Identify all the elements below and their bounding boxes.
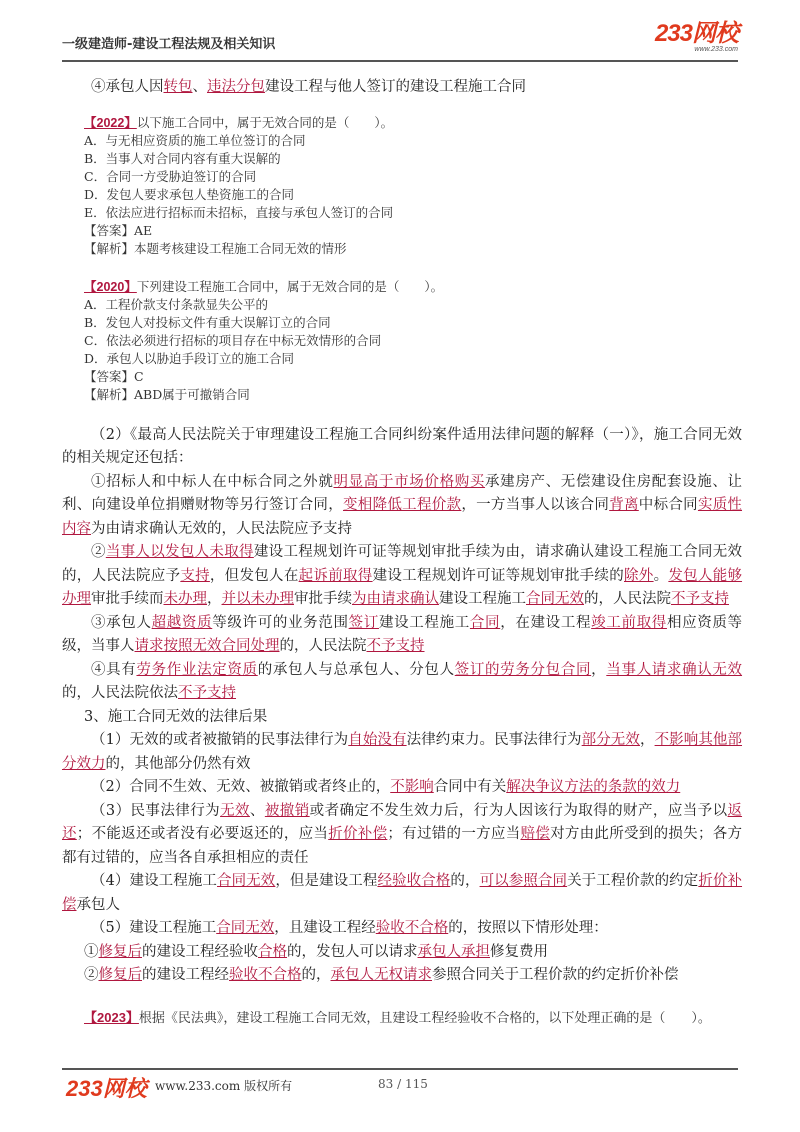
text-run: ④具有 xyxy=(91,661,137,678)
highlighted-keyword: 可以参照合同 xyxy=(479,873,568,889)
text-run: 的，人民法院 xyxy=(279,638,367,654)
footer-logo: 233网校 xyxy=(66,1076,147,1101)
text-run: 、 xyxy=(192,79,207,95)
text-run: ② xyxy=(91,544,106,560)
document-header-title: 一级建造师-建设工程法规及相关知识 xyxy=(62,37,276,52)
answer-option: D．发包人要求承包人垫资施工的合同 xyxy=(84,186,295,202)
highlighted-keyword: 发包人能够办理 xyxy=(62,567,743,607)
answer: 【答案】C xyxy=(84,368,144,384)
header-rule xyxy=(62,60,738,62)
highlighted-keyword: 不影响其他部分效力 xyxy=(62,732,743,772)
page-content xyxy=(62,76,742,1028)
question-stem: 根据《民法典》，建设工程施工合同无效，且建设工程经验收不合格的，以下处理正确的是（ ）。 xyxy=(138,1010,711,1026)
question-stem: 下列建设工程施工合同中，属于无效合同的是（ ）。 xyxy=(136,278,444,294)
highlighted-keyword: 验收不合格 xyxy=(229,967,302,983)
highlighted-keyword: 为由请求确认 xyxy=(352,591,439,607)
text-run: 的， xyxy=(301,967,331,983)
text-run: ③承包人 xyxy=(91,614,152,631)
footer-rule xyxy=(62,1068,738,1070)
text-run: 法律约束力。民事法律行为 xyxy=(406,732,582,748)
text-run: 的建设工程经验收 xyxy=(142,943,258,960)
question-year: 【2020】 xyxy=(84,279,137,294)
paragraph xyxy=(62,659,742,706)
paragraph xyxy=(62,917,742,941)
highlighted-keyword: 合同 xyxy=(469,614,501,631)
highlighted-keyword: 经验收合格 xyxy=(377,873,451,889)
highlighted-keyword: 不予支持 xyxy=(366,638,425,654)
text-run: 合同中有关 xyxy=(433,779,507,795)
highlighted-keyword: 返还 xyxy=(62,802,743,842)
text-run: ①招标人和中标人在中标合同之外就 xyxy=(91,473,334,490)
paragraph xyxy=(62,800,742,871)
brand-logo xyxy=(655,22,738,53)
text-run: ，但发包人在 xyxy=(209,567,299,584)
text-run: （5）建设工程施工 xyxy=(91,920,217,936)
paragraph xyxy=(62,941,742,965)
text-run: （1）无效的或者被撤销的民事法律行为 xyxy=(91,732,349,748)
highlighted-keyword: 折价补偿 xyxy=(328,826,388,842)
highlighted-keyword: 背离 xyxy=(609,497,639,513)
text-run: 的建设工程经 xyxy=(142,967,229,983)
highlighted-keyword: 签订 xyxy=(348,614,379,631)
paragraph xyxy=(62,424,742,471)
analysis: 【解析】本题考核建设工程施工合同无效的情形 xyxy=(84,240,347,256)
text-run: 的承包人与总承包人、分包人 xyxy=(257,661,455,678)
logo-text: 233网校 xyxy=(654,20,738,47)
answer-option: C．依法必须进行招标的项目存在中标无效情形的合同 xyxy=(84,332,382,348)
highlighted-keyword: 不予支持 xyxy=(671,591,729,607)
text-run: 中标合同 xyxy=(638,497,698,513)
highlighted-keyword: 不影响 xyxy=(390,779,434,795)
highlighted-keyword: 请求按照无效合同处理 xyxy=(134,638,280,654)
answer-option: B．发包人对投标文件有重大误解订立的合同 xyxy=(84,314,331,330)
highlighted-keyword: 合格 xyxy=(258,943,287,960)
text-run: （2）合同不生效、无效、被撤销或者终止的， xyxy=(91,779,391,795)
highlighted-keyword: 超越资质 xyxy=(151,614,213,631)
text-run: 关于工程价款的约定 xyxy=(567,873,699,889)
text-run: 等级许可的业务范围 xyxy=(212,614,349,631)
paragraph xyxy=(62,870,742,917)
paragraph xyxy=(62,729,742,776)
highlighted-keyword: 竣工前取得 xyxy=(591,614,667,631)
text-run: ④承包人因 xyxy=(91,79,164,95)
intro-line xyxy=(62,76,742,100)
text-run: ，一方当事人以该合同 xyxy=(461,497,610,513)
paragraph xyxy=(62,541,742,612)
answer-option: D．承包人以胁迫手段订立的施工合同 xyxy=(84,350,295,366)
text-run: 建设工程施工 xyxy=(439,591,526,607)
text-run: 建设工程规划许可证等规划审批手续的 xyxy=(372,567,624,584)
answer-option: A．与无相应资质的施工单位签订的合同 xyxy=(84,132,306,148)
paragraph xyxy=(62,471,742,542)
text-run: ，且建设工程经 xyxy=(274,920,376,936)
text-run: ；不能返还或者没有必要返还的，应当 xyxy=(76,826,329,842)
answer-option: A．工程价款支付条款显失公平的 xyxy=(84,296,269,312)
highlighted-keyword: 自始没有 xyxy=(348,732,407,748)
highlighted-keyword: 当事人以发包人未取得 xyxy=(105,544,254,560)
analysis: 【解析】ABD属于可撤销合同 xyxy=(84,386,250,402)
text-run: ， xyxy=(639,732,655,748)
text-run: ，但是建设工程 xyxy=(275,873,378,889)
paragraph xyxy=(62,612,742,659)
text-run: 、 xyxy=(249,802,265,819)
text-run: 的， xyxy=(450,873,480,889)
text-run: ，在建设工程 xyxy=(500,614,592,631)
highlighted-keyword: 转包 xyxy=(163,79,193,95)
footer-copyright: www.233.com 版权所有 xyxy=(155,1079,293,1093)
highlighted-keyword: 变相降低工程价款 xyxy=(343,497,462,513)
text-run: 的，发包人可以请求 xyxy=(287,943,418,960)
question-year: 【2023】 xyxy=(84,1009,139,1025)
highlighted-keyword: 并以未办理 xyxy=(221,591,294,607)
text-run: ， xyxy=(207,591,222,607)
highlighted-keyword: 违法分包 xyxy=(207,79,265,95)
highlighted-keyword: 承包人无权请求 xyxy=(330,967,432,983)
text-run: 或者确定不发生效力后，行为人因该行为取得的财产，应当予以 xyxy=(309,802,728,819)
paragraph xyxy=(62,776,742,800)
answer-option: C．合同一方受胁迫签订的合同 xyxy=(84,168,257,184)
highlighted-keyword: 被撤销 xyxy=(264,802,310,819)
answer-option: B．当事人对合同内容有重大误解的 xyxy=(84,150,281,166)
body-paragraphs xyxy=(62,424,742,988)
text-run: 审批手续 xyxy=(294,591,352,607)
highlighted-keyword: 合同无效 xyxy=(526,591,584,607)
highlighted-keyword: 除外 xyxy=(624,567,654,584)
text-run: 。 xyxy=(653,567,669,584)
highlighted-keyword: 合同无效 xyxy=(217,873,276,889)
text-run: ① xyxy=(84,943,99,960)
highlighted-keyword: 合同无效 xyxy=(216,920,275,936)
highlighted-keyword: 验收不合格 xyxy=(375,920,449,936)
text-run: 审批手续而 xyxy=(91,591,164,607)
highlighted-keyword: 修复后 xyxy=(98,967,142,983)
highlighted-keyword: 承包人承担 xyxy=(417,943,490,960)
question-year: 【2022】 xyxy=(84,115,137,130)
question-2022 xyxy=(62,114,742,258)
text-run: 修复费用 xyxy=(490,943,548,960)
text-run: 为由请求确认无效的，人民法院应予支持 xyxy=(91,520,352,537)
text-run: 承包人 xyxy=(76,896,120,913)
paragraph xyxy=(62,964,742,988)
highlighted-keyword: 赔偿 xyxy=(520,826,551,842)
highlighted-keyword: 当事人请求确认无效 xyxy=(606,661,743,678)
highlighted-keyword: 折价补偿 xyxy=(62,873,743,913)
highlighted-keyword: 支持 xyxy=(180,567,210,584)
text-run: ② xyxy=(84,967,99,983)
text-run: 参照合同关于工程价款的约定折价补偿 xyxy=(432,967,679,983)
logo-url: www.233.com xyxy=(694,46,738,53)
text-run: ， xyxy=(591,661,607,678)
paragraph xyxy=(62,706,742,730)
highlighted-keyword: 部分无效 xyxy=(581,732,640,748)
text-run: （4）建设工程施工 xyxy=(91,873,217,889)
page-number: 83 / 115 xyxy=(378,1077,428,1091)
answer-option: E．依法应进行招标而未招标，直接与承包人签订的合同 xyxy=(84,204,394,220)
text-run: 的，按照以下情形处理： xyxy=(448,920,608,936)
highlighted-keyword: 未办理 xyxy=(163,591,207,607)
text-run: 建设工程与他人签订的建设工程施工合同 xyxy=(265,79,526,95)
question-stem: 以下施工合同中，属于无效合同的是（ ）。 xyxy=(136,114,394,130)
highlighted-keyword: 明显高于市场价格购买 xyxy=(333,473,486,490)
highlighted-keyword: 无效 xyxy=(220,802,250,819)
question-2023 xyxy=(62,1008,742,1028)
text-run: 建设工程规划许可证等规划审批手续为由，请求确认建设工程施工合同无效的，人民法院应予 xyxy=(62,544,743,584)
highlighted-keyword: 解决争议方法的条款的效力 xyxy=(506,779,681,795)
text-run: 的，人民法院 xyxy=(584,591,671,607)
text-run: 的，其他部分仍然有效 xyxy=(105,755,251,772)
text-run: 相应资质等级，当事人 xyxy=(62,614,743,654)
highlighted-keyword: 不予支持 xyxy=(178,685,236,701)
text-run: ；有过错的一方应当 xyxy=(387,826,521,842)
highlighted-keyword: 修复后 xyxy=(98,943,142,960)
text-run: 承建房产、无偿建设住房配套设施、让利、向建设单位捐赠财物等另行签订合同， xyxy=(62,473,743,513)
answer: 【答案】AE xyxy=(84,222,153,238)
text-run: （3）民事法律行为 xyxy=(91,802,221,819)
highlighted-keyword: 实质性内容 xyxy=(62,497,743,537)
highlighted-keyword: 签订的劳务分包合同 xyxy=(454,661,592,678)
text-run: （2）《最高人民法院关于审理建设工程施工合同纠纷案件适用法律问题的解释（一）》，施工合同无效的相关规定还包括： xyxy=(62,426,742,466)
text-run: 的，人民法院依法 xyxy=(62,685,178,701)
highlighted-keyword: 劳务作业法定资质 xyxy=(136,661,258,678)
text-run: 3、施工合同无效的法律后果 xyxy=(84,708,268,725)
highlighted-keyword: 起诉前取得 xyxy=(298,567,373,584)
question-2020 xyxy=(62,278,742,404)
text-run: 对方由此所受到的损失；各方都有过错的，应当各自承担相应的责任 xyxy=(62,826,743,866)
text-run: 建设工程施工 xyxy=(378,614,470,631)
